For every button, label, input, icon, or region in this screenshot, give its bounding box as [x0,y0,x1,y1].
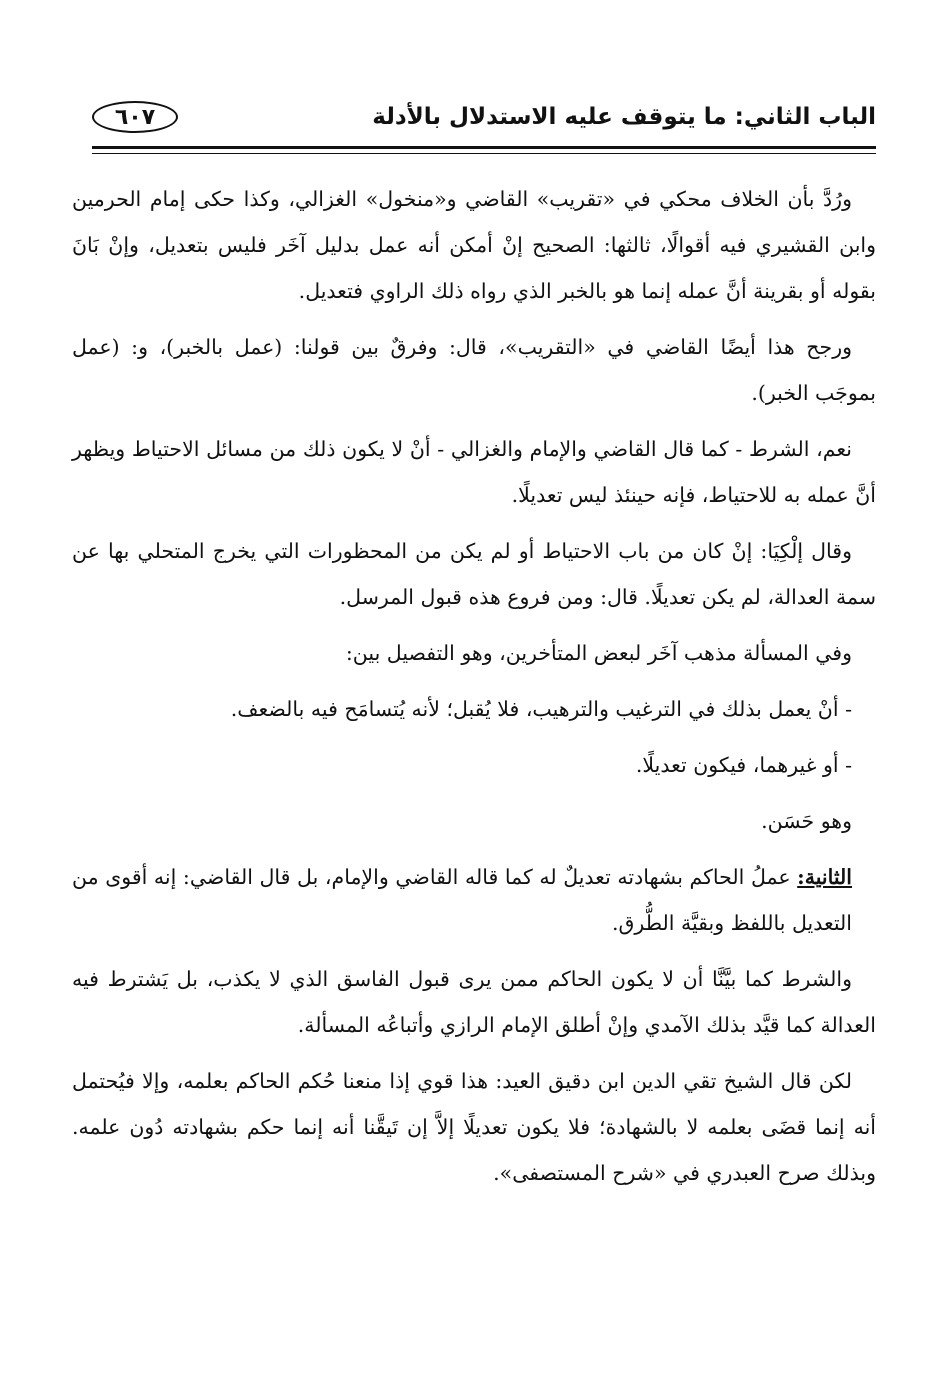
header-rule [92,146,876,149]
list-item: - أنْ يعمل بذلك في الترغيب والترهيب، فلا يُقبل؛ لأنه يُتسامَح فيه بالضعف. [230,697,852,721]
chapter-title: الباب الثاني: ما يتوقف عليه الاستدلال بالأدلة [372,103,876,130]
header-rule-thin [92,153,876,154]
paragraph: لكن قال الشيخ تقي الدين ابن دقيق العيد: هذا قوي إذا منعنا حُكم الحاكم بعلمه، وإلا فيُحتمل أنه إنما قضَى بعلمه لا بالشهادة؛ فلا يكون تعديلًا إلاَّ إن تَيقَّنا أنه إنما حكم بشهادته دُون علمه. وبذلك صرح العبدري في «شرح المستصفى». [72,1069,876,1185]
paragraph [72,854,876,946]
paragraph: وقال إلْكِيَا: إنْ كان من باب الاحتياط أو لم يكن من المحظورات التي يخرج المتحلي بها عن سمة العدالة، لم يكن تعديلًا. قال: ومن فروع هذه قبول المرسل. [72,539,876,609]
list-item: - أو غيرهما، فيكون تعديلًا. [635,753,852,777]
paragraph: وهو حَسَن. [761,809,852,833]
paragraph: وفي المسألة مذهب آخَر لبعض المتأخرين، وهو التفصيل بين: [345,641,852,665]
paragraph: نعم، الشرط - كما قال القاضي والإمام والغزالي - أنْ لا يكون ذلك من مسائل الاحتياط ويظهر أنَّ عمله به للاحتياط، فإنه حينئذ ليس تعديلًا. [72,437,876,507]
body-text [72,176,876,1206]
page-number-text: ٦٠٧ [114,104,156,130]
page-number [92,101,178,133]
section-lead: الثانية: [797,865,852,889]
running-header [92,92,876,142]
paragraph: والشرط كما بيَّنَّا أن لا يكون الحاكم ممن يرى قبول الفاسق الذي لا يكذب، بل يَشترط فيه العدالة كما قيَّد بذلك الآمدي وإنْ أطلق الإمام الرازي وأتباعُه المسألة. [72,967,876,1037]
paragraph: ورجح هذا أيضًا القاضي في «التقريب»، قال: وفرقٌ بين قولنا: (عمل بالخبر)، و: (عمل بموجَب الخبر). [72,335,876,405]
paragraph-text: عملُ الحاكم بشهادته تعديلٌ له كما قاله القاضي والإمام، بل قال القاضي: إنه أقوى من التعديل باللفظ وبقيَّة الطُّرق. [72,865,852,935]
paragraph: ورُدَّ بأن الخلاف محكي في «تقريب» القاضي و«منخول» الغزالي، وكذا حكى إمام الحرمين وابن القشيري فيه أقوالًا، ثالثها: الصحيح إنْ أمكن أنه عمل بدليل آخَر فليس بتعديل، وإنْ بَانَ بقوله أو بقرينة أنَّ عمله إنما هو بالخبر الذي رواه ذلك الراوي فتعديل. [72,187,876,303]
